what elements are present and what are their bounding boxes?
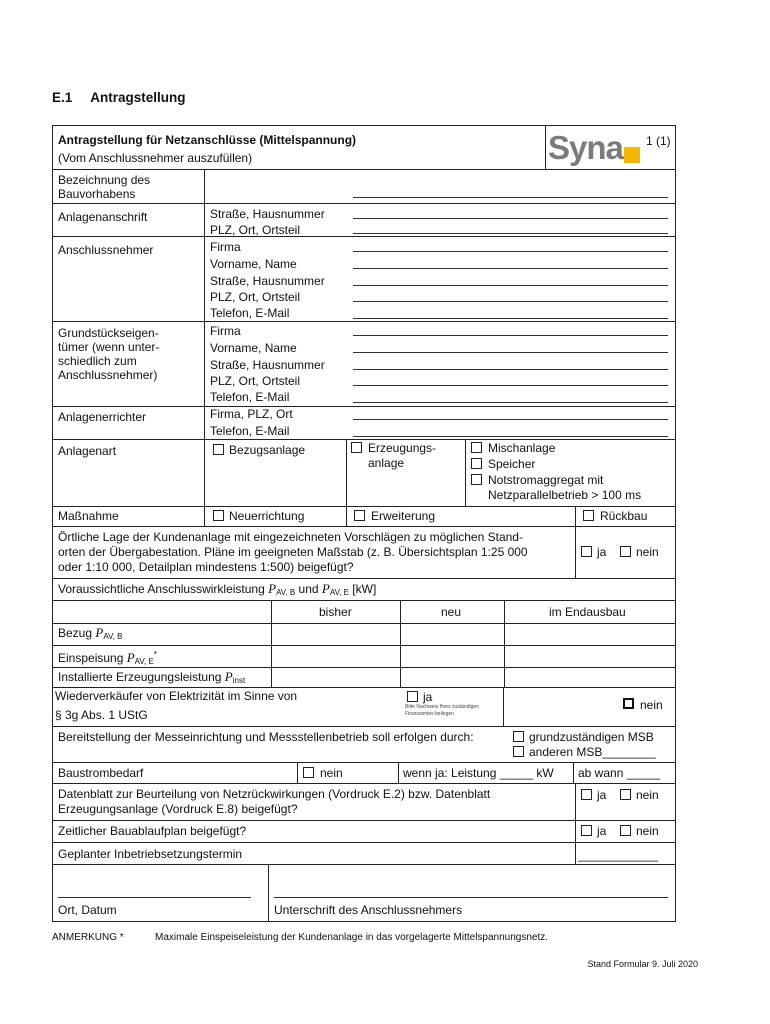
page-number: 1 (1)	[646, 134, 671, 148]
strasse-field[interactable]	[353, 285, 668, 286]
leistung-title: Voraussichtliche Anschlusswirkleistung $P_{AV, B}$ und $P_{AV, E}$ [kW]	[58, 581, 377, 597]
field-label: Vorname, Name	[210, 257, 297, 271]
messung-text: Bereitstellung der Messeinrichtung und Messstellenbetrieb soll erfolgen durch:	[58, 730, 474, 744]
inbetrieb-field[interactable]: ____________	[578, 848, 659, 862]
strasse-field[interactable]	[353, 218, 668, 219]
bauvorhaben-field[interactable]	[353, 197, 668, 198]
plz-field[interactable]	[353, 385, 668, 386]
erzeugungsanlage-label: anlage	[368, 456, 405, 470]
speicher-checkbox[interactable]	[471, 458, 482, 469]
section-number: E.1	[52, 90, 73, 105]
row-einspeisung: Einspeisung $P_{AV, E}^*$	[58, 650, 157, 666]
section-heading	[52, 90, 186, 105]
label-eigentuemer: tümer (wenn unter-	[58, 340, 160, 354]
field-label: Firma	[210, 324, 241, 338]
label-eigentuemer: Anschlussnehmer)	[58, 368, 158, 382]
firma-field[interactable]	[353, 335, 668, 336]
field-label: PLZ, Ort, Ortsteil	[210, 290, 301, 304]
footnote-text: Maximale Einspeiseleistung der Kundenanlage in das vorgelagerte Mittelspannungsnetz.	[155, 932, 549, 943]
label-baustrom: Baustrombedarf	[58, 766, 144, 780]
anderer-msb-checkbox[interactable]	[513, 746, 524, 757]
baustrom-ab-wann: ab wann _____	[578, 766, 661, 780]
section-title: Antragstellung	[90, 90, 186, 105]
grundzustaendig-checkbox[interactable]	[513, 731, 524, 742]
errichter-telefon-field[interactable]	[353, 436, 668, 437]
field-label: Straße, Hausnummer	[210, 207, 325, 221]
field-label: Telefon, E-Mail	[210, 306, 290, 320]
speicher-label: Speicher	[488, 457, 536, 471]
telefon-field[interactable]	[353, 402, 668, 403]
lage-text: Örtliche Lage der Kundenanlage mit eingezeichneten Vorschlägen zu möglichen Stand-	[58, 530, 523, 544]
nein-label: nein	[320, 766, 343, 780]
ja-label: ja	[597, 545, 607, 559]
mischanlage-label: Mischanlage	[488, 441, 556, 455]
ja-label: ja	[423, 690, 433, 704]
field-label: Vorname, Name	[210, 341, 297, 355]
field-label: Telefon, E-Mail	[210, 390, 290, 404]
plz-field[interactable]	[353, 301, 668, 302]
name-field[interactable]	[353, 268, 668, 269]
field-label: PLZ, Ort, Ortsteil	[210, 223, 301, 237]
field-label: Straße, Hausnummer	[210, 358, 325, 372]
ja-label: ja	[597, 788, 607, 802]
bezugsanlage-label: Bezugsanlage	[229, 443, 306, 457]
neuerrichtung-checkbox[interactable]	[213, 510, 224, 521]
application-form	[52, 125, 676, 922]
field-label: Firma	[210, 240, 241, 254]
wiederverkaeufer-ja-checkbox[interactable]	[407, 691, 418, 702]
datenblatt-text: Datenblatt zur Beurteilung von Netzrückwirkungen (Vordruck E.2) bzw. Datenblatt	[58, 787, 491, 801]
label-massnahme: Maßnahme	[58, 509, 119, 523]
baustrom-leistung: wenn ja: Leistung _____ kW	[403, 766, 554, 780]
field-label: Firma, PLZ, Ort	[210, 407, 293, 421]
telefon-field[interactable]	[353, 318, 668, 319]
errichter-firma-field[interactable]	[353, 419, 668, 420]
bezugsanlage-checkbox[interactable]	[213, 444, 224, 455]
row-installiert: Installierte Erzeugungsleistung $P_{inst}$	[58, 669, 246, 685]
strasse-field[interactable]	[353, 369, 668, 370]
finanzamt-note: Bitte Nachweis Ihres zuständigen	[405, 704, 479, 710]
field-label: Straße, Hausnummer	[210, 274, 325, 288]
bauablauf-text: Zeitlicher Bauablaufplan beigefügt?	[58, 824, 247, 838]
neuerrichtung-label: Neuerrichtung	[229, 509, 305, 523]
firma-field[interactable]	[353, 251, 668, 252]
erzeugungsanlage-label: Erzeugungs-	[368, 441, 437, 455]
wiederverkaeufer-nein-checkbox[interactable]	[623, 698, 634, 709]
anderer-msb-label: anderen MSB________	[529, 745, 656, 759]
col-bisher: bisher	[319, 605, 352, 619]
footnote-label: ANMERKUNG *	[52, 932, 124, 943]
label-eigentuemer: Grundstückseigen-	[58, 326, 159, 340]
rueckbau-checkbox[interactable]	[583, 510, 594, 521]
datenblatt-ja-checkbox[interactable]	[581, 789, 592, 800]
ja-label: ja	[597, 824, 607, 838]
nein-label: nein	[636, 788, 659, 802]
unterschrift-label: Unterschrift des Anschlussnehmers	[274, 903, 463, 917]
ort-datum-line[interactable]	[58, 897, 251, 898]
erweiterung-checkbox[interactable]	[354, 510, 365, 521]
inbetrieb-text: Geplanter Inbetriebsetzungstermin	[58, 847, 243, 861]
notstrom-checkbox[interactable]	[471, 474, 482, 485]
col-endausbau: im Endausbau	[549, 605, 626, 619]
logo-square	[624, 147, 640, 163]
label-eigentuemer: schiedlich zum	[58, 354, 137, 368]
footnote	[52, 932, 549, 943]
baustrom-nein-checkbox[interactable]	[303, 767, 314, 778]
logo-wordmark: Syna	[548, 129, 623, 166]
label-bauvorhaben-1: Bezeichnung des	[58, 173, 151, 187]
bauablauf-ja-checkbox[interactable]	[581, 825, 592, 836]
notstrom-label: Netzparallelbetrieb > 100 ms	[488, 488, 642, 502]
nein-label: nein	[640, 698, 663, 712]
label-anlagenerrichter: Anlagenerrichter	[58, 410, 147, 424]
ort-datum-label: Ort, Datum	[58, 903, 117, 917]
label-anlagenart: Anlagenart	[58, 444, 117, 458]
lage-text: orten der Übergabestation. Pläne im geeigneten Maßstab (z. B. Übersichtsplan 1:25 000	[58, 545, 528, 559]
lage-text: oder 1:10 000, Detailplan mindestens 1:500) beigefügt?	[58, 560, 354, 574]
bezug-neu-cell[interactable]	[401, 624, 503, 644]
unterschrift-line[interactable]	[274, 897, 668, 898]
wiederverkaeufer-text: § 3g Abs. 1 UStG	[55, 708, 148, 722]
field-label: Telefon, E-Mail	[210, 424, 290, 438]
finanzamt-note: Finanzamtes beilegen	[405, 711, 454, 717]
rueckbau-label: Rückbau	[600, 509, 648, 523]
form-subtitle: (Vom Anschlussnehmer auszufüllen)	[58, 151, 253, 165]
form-title: Antragstellung für Netzanschlüsse (Mittelspannung)	[58, 133, 357, 147]
datenblatt-text: Erzeugungsanlage (Vordruck E.8) beigefügt?	[58, 802, 298, 816]
bauablauf-nein-checkbox[interactable]	[620, 825, 631, 836]
bezug-end-cell[interactable]	[505, 624, 674, 644]
erzeugungsanlage-checkbox[interactable]	[351, 442, 362, 453]
lage-nein-checkbox[interactable]	[620, 546, 631, 557]
label-anlagenanschrift: Anlagenanschrift	[58, 210, 148, 224]
plz-field[interactable]	[353, 233, 668, 234]
mischanlage-checkbox[interactable]	[471, 442, 482, 453]
row-bezug: Bezug $P_{AV, B}$	[58, 625, 123, 641]
field-label: PLZ, Ort, Ortsteil	[210, 374, 301, 388]
nein-label: nein	[636, 545, 659, 559]
wiederverkaeufer-text: Wiederverkäufer von Elektrizität im Sinne von	[55, 689, 298, 703]
form-version: Stand Formular 9. Juli 2020	[587, 959, 698, 969]
col-neu: neu	[441, 605, 462, 619]
lage-ja-checkbox[interactable]	[581, 546, 592, 557]
erweiterung-label: Erweiterung	[371, 509, 436, 523]
label-anschlussnehmer: Anschlussnehmer	[58, 243, 154, 257]
datenblatt-nein-checkbox[interactable]	[620, 789, 631, 800]
bezug-bisher-cell[interactable]	[272, 624, 399, 644]
name-field[interactable]	[353, 352, 668, 353]
syna-logo	[548, 130, 642, 168]
label-bauvorhaben-2: Bauvorhabens	[58, 187, 136, 201]
grundzustaendig-label: grundzuständigen MSB	[529, 730, 654, 744]
nein-label: nein	[636, 824, 659, 838]
notstrom-label: Notstromaggregat mit	[488, 473, 604, 487]
